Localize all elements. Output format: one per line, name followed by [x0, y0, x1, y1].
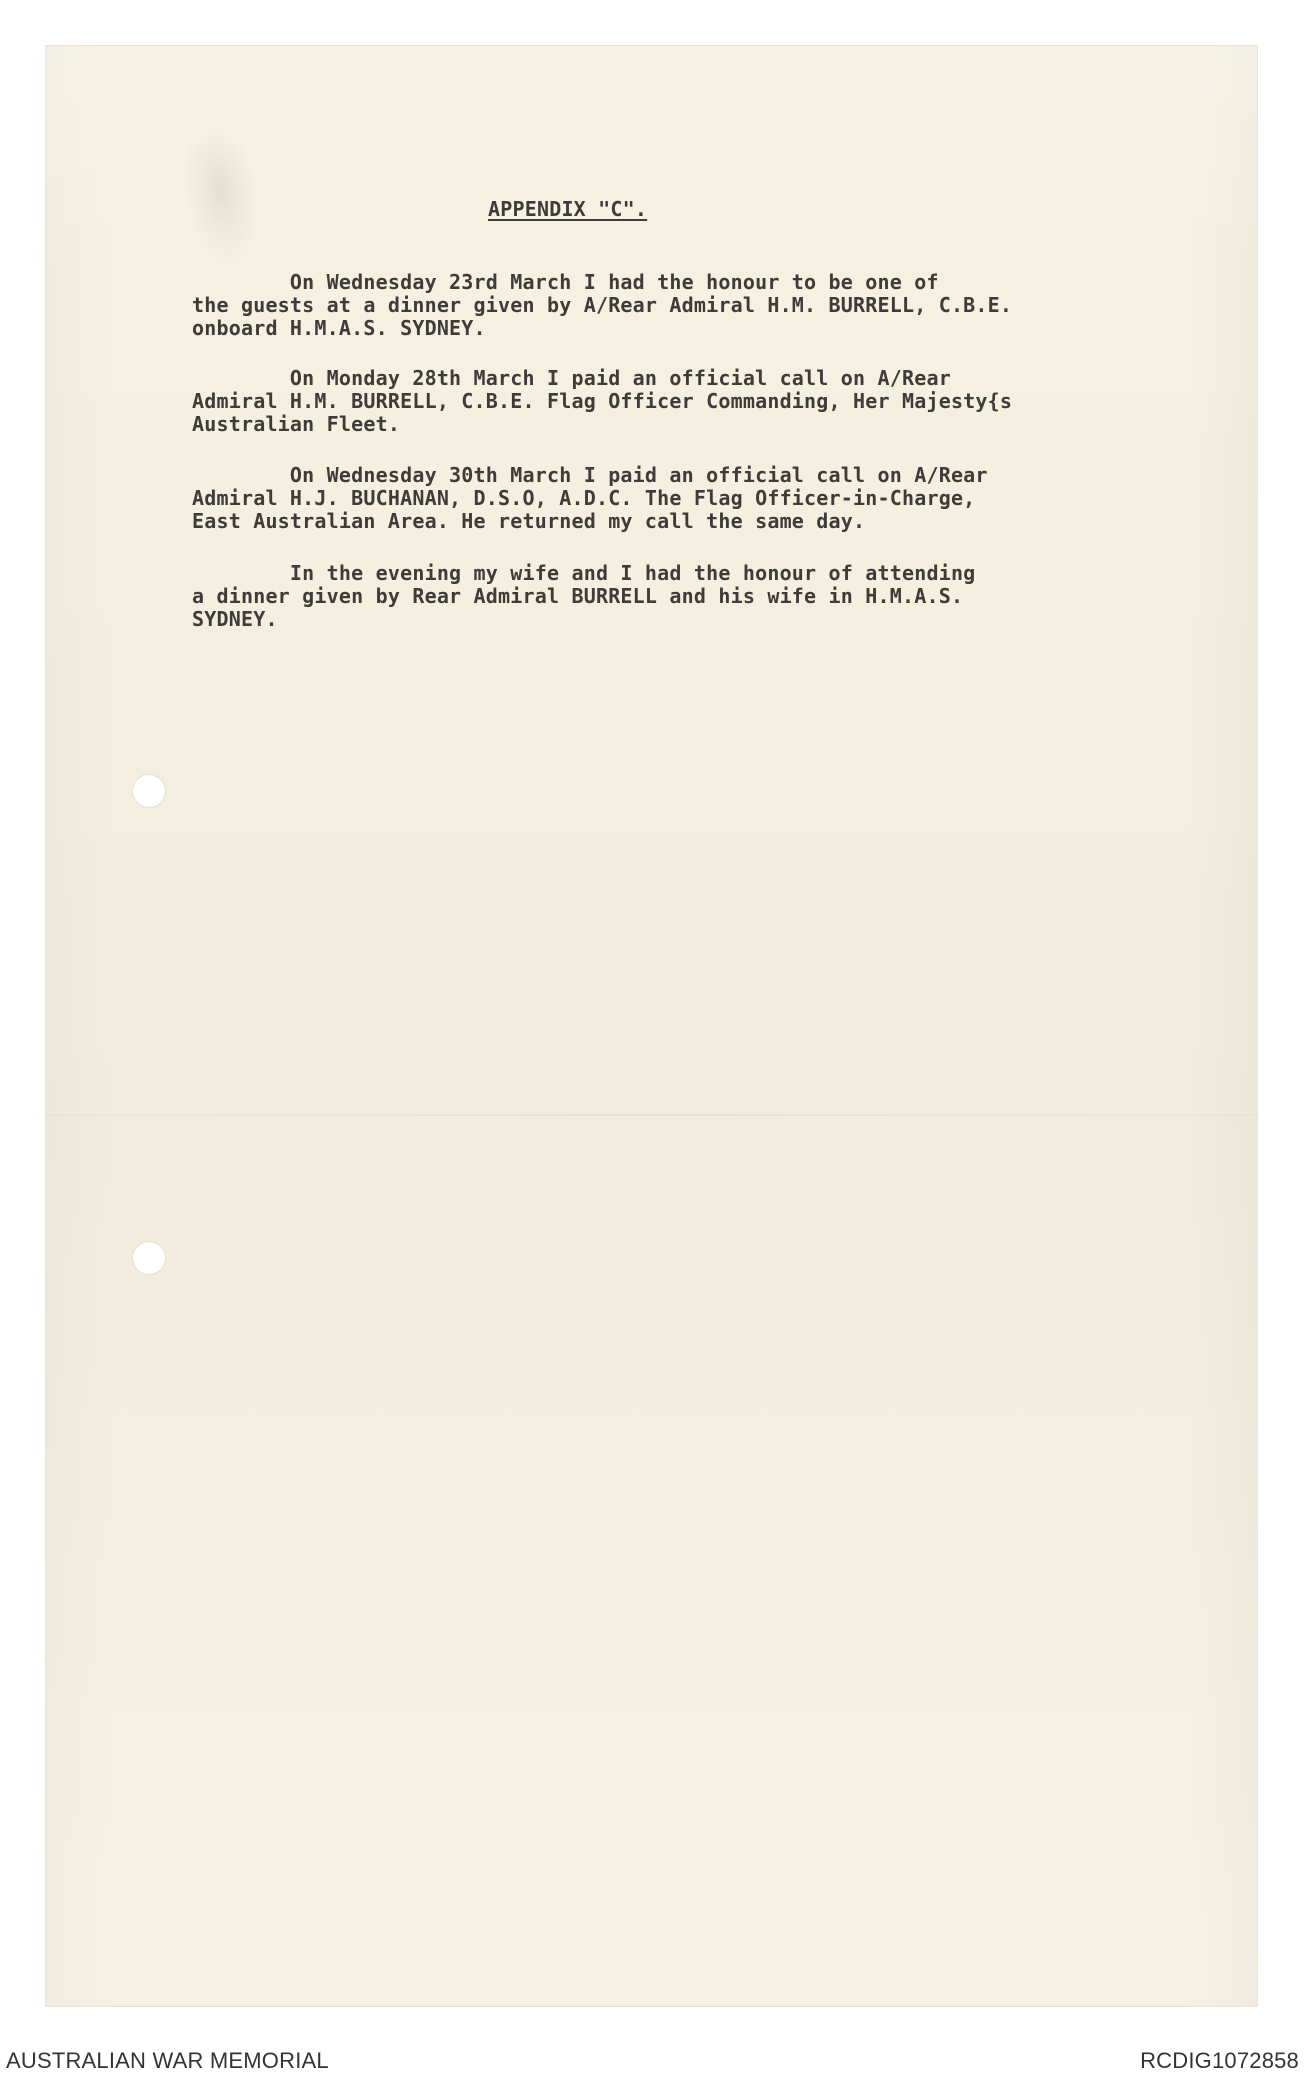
footer-institution: AUSTRALIAN WAR MEMORIAL: [6, 2048, 329, 2073]
paper-crease-mark: [174, 112, 268, 271]
paragraph-dinner-sydney: On Wednesday 23rd March I had the honour to be one of the guests at a dinner given by A/Rear Admiral H.M. BURRELL, C.B.E. onboard H.M.A.S. SYDNEY.: [192, 270, 1013, 340]
document-page: [46, 46, 1257, 2006]
appendix-heading: APPENDIX "C".: [488, 197, 648, 221]
paragraph-evening-dinner: In the evening my wife and I had the honour of attending a dinner given by Rear Admiral BURRELL and his wife in H.M.A.S. SYDNEY.: [192, 561, 976, 631]
paragraph-call-buchanan: On Wednesday 30th March I paid an official call on A/Rear Admiral H.J. BUCHANAN, D.S.O, A.D.C. The Flag Officer-in-Charge, East Australian Area. He returned my call the same day.: [192, 463, 988, 533]
punch-hole-bottom: [132, 1241, 166, 1275]
footer-identifier: RCDIG1072858: [1140, 2048, 1299, 2073]
punch-hole-top: [132, 774, 166, 808]
paragraph-call-burrell: On Monday 28th March I paid an official call on A/Rear Admiral H.M. BURRELL, C.B.E. Flag Officer Commanding, Her Majesty{s Australian Fleet.: [192, 366, 1013, 436]
paper-fold-line: [46, 1114, 1257, 1116]
